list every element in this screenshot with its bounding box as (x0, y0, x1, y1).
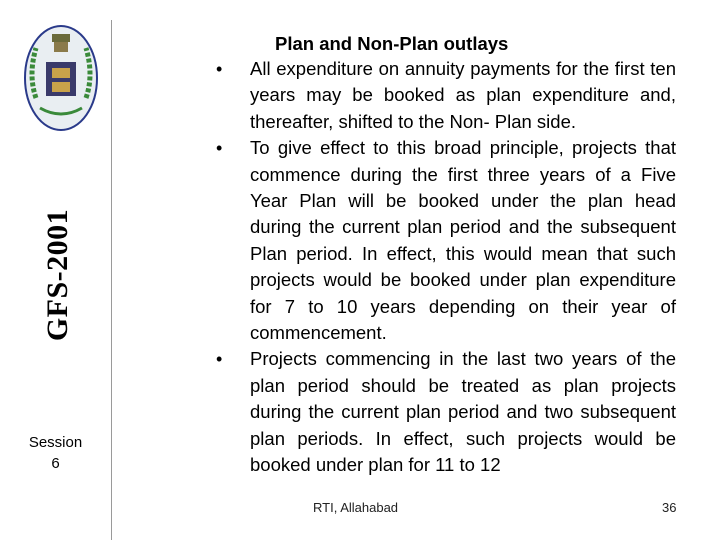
session-label-line1: Session (28, 434, 83, 451)
vertical-title: GFS-2001 (41, 208, 74, 342)
sidebar (0, 20, 112, 540)
bullet-text: To give effect to this broad principle, projects that commence during the first three years of a Five Year Plan will be booked under the plan head during the current plan period and the subsequent Plan period. In effect, this would mean that such projects would be booked under plan expenditure for 7 to 10 years depending on their year of commencement. (250, 137, 676, 344)
footer-text: RTI, Allahabad (313, 500, 399, 515)
emblem-seal-icon (22, 20, 100, 140)
page-number: 36 (662, 500, 677, 515)
bullet-item (216, 135, 676, 346)
slide-title: Plan and Non-Plan outlays (275, 33, 509, 54)
bullet-text: All expenditure on annuity payments for the first ten years may be booked as plan expenditure and, thereafter, shifted to the Non- Plan side. (250, 58, 676, 132)
session-number: 6 (51, 455, 60, 472)
bullet-list (216, 56, 676, 479)
bullet-dot-icon: • (216, 349, 223, 370)
bullet-item (216, 346, 676, 478)
bullet-item (216, 56, 676, 135)
session-label (0, 432, 111, 474)
bullet-dot-icon: • (216, 138, 223, 159)
bullet-text: Projects commencing in the last two years of the plan period should be treated as plan projects during the current plan period and two subsequent plan periods. In effect, such projects would be booked under plan for 11 to 12 (250, 348, 676, 476)
bullet-dot-icon: • (216, 59, 223, 79)
